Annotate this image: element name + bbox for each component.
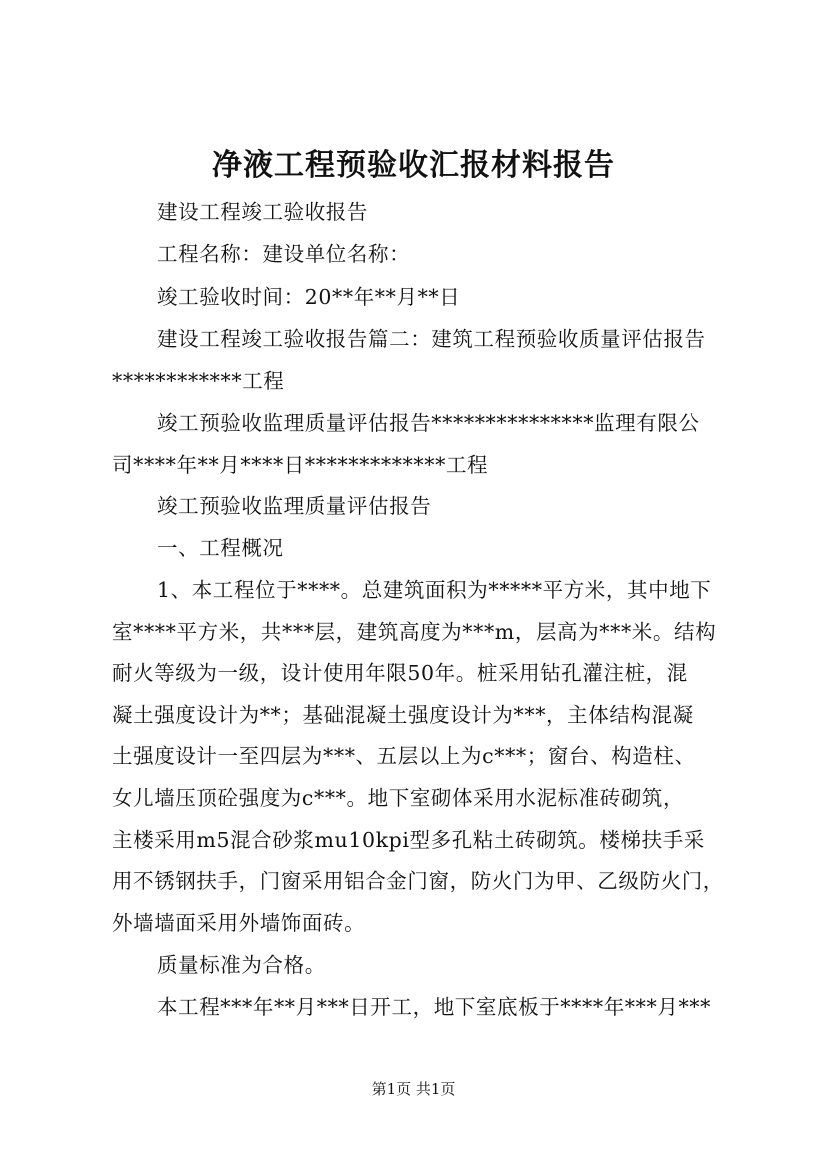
page-footer: 第1页 共1页 bbox=[371, 1080, 456, 1098]
text-line: 竣工预验收监理质量评估报告 bbox=[157, 494, 432, 518]
text-line: 外墙墙面采用外墙饰面砖。 bbox=[112, 911, 366, 935]
text-line: 竣工验收时间：20**年**月**日 bbox=[157, 285, 461, 309]
text-line: 耐火等级为一级，设计使用年限50年。桩采用钻孔灌注桩，混 bbox=[112, 661, 688, 685]
document-title: 净液工程预验收汇报材料报告 bbox=[212, 148, 615, 183]
text-line: 质量标准为合格。 bbox=[157, 953, 326, 977]
text-line: 建设工程竣工验收报告 bbox=[157, 200, 368, 224]
text-line: 用不锈钢扶手，门窗采用铝合金门窗，防火门为甲、乙级防火门， bbox=[112, 869, 724, 893]
text-line: 室****平方米，共***层，建筑高度为***m，层高为***米。结构 bbox=[112, 620, 717, 644]
text-line: 主楼采用m5混合砂浆mu10kpi型多孔粘土砖砌筑。楼梯扶手采 bbox=[112, 828, 705, 852]
text-line: 1、本工程位于****。总建筑面积为*****平方米，其中地下 bbox=[157, 578, 712, 602]
text-line: 司****年**月****日*************工程 bbox=[112, 453, 489, 477]
text-line: 工程名称：建设单位名称： bbox=[157, 242, 411, 266]
text-line: 本工程***年**月***日开工，地下室底板于****年***月*** bbox=[157, 995, 711, 1019]
text-line: 竣工预验收监理质量评估报告***************监理有限公 bbox=[157, 411, 700, 435]
text-line: 女儿墙压顶砼强度为c***。地下室砌体采用水泥标准砖砌筑， bbox=[112, 786, 685, 810]
text-line: 凝土强度设计为**；基础混凝土强度设计为***，主体结构混凝 bbox=[112, 703, 694, 727]
section-heading: 一、工程概况 bbox=[157, 536, 284, 560]
text-line: 土强度设计一至四层为***、五层以上为c***；窗台、构造柱、 bbox=[112, 744, 696, 768]
text-line: 建设工程竣工验收报告篇二：建筑工程预验收质量评估报告 bbox=[157, 327, 706, 351]
text-line: ************工程 bbox=[112, 369, 285, 393]
